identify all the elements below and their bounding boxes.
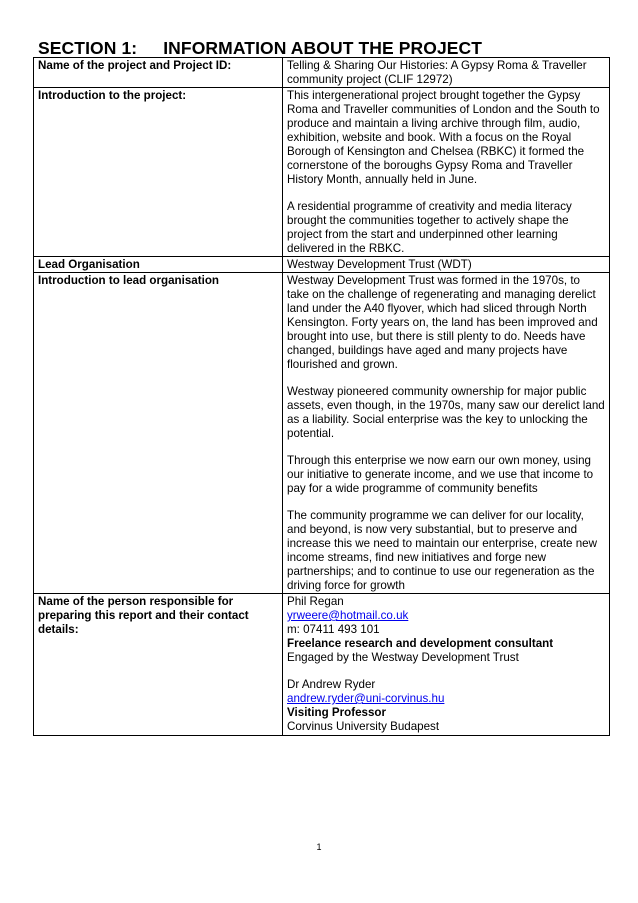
- contact-name: Phil Regan: [287, 595, 344, 608]
- contact-phone: m: 07411 493 101: [287, 623, 380, 636]
- paragraph: The community programme we can deliver for our locality, and beyond, is now very substantial, but to preserve and increase this we need to maintain our enterprise, create new income streams, find new initiatives and forge new partnerships; and to continue to use our regeneration as the driving force for growth: [287, 509, 597, 592]
- contact-role: Freelance research and development consultant: [287, 637, 554, 650]
- table-row: [34, 58, 610, 88]
- contact-org: Engaged by the Westway Development Trust: [287, 651, 519, 664]
- email-link[interactable]: yrweere@hotmail.co.uk: [287, 609, 409, 622]
- section-heading: [38, 38, 482, 59]
- paragraph: Westway Development Trust was formed in the 1970s, to take on the challenge of regenerating and managing derelict land under the A40 flyover, which had sliced through North Kensington. Forty years on, the land has been improved and brought into use, but there is still plenty to do. Needs have changed, buildings have aged and many projects have flourished and grown.: [287, 274, 598, 371]
- paragraph: Westway pioneered community ownership for major public assets, even though, in the 1970s, many saw our derelict land as a liability. Social enterprise was the key to unlocking the potential.: [287, 385, 605, 440]
- contact-block-1: [287, 595, 605, 665]
- paragraph: A residential programme of creativity and media literacy brought the communities together to actively shape the project from the start and underpinned other learning delivered in the RBKC.: [287, 200, 572, 255]
- paragraph: This intergenerational project brought together the Gypsy Roma and Traveller communities of London and the South to produce and maintain a living archive through film, audio, exhibition, website and book. With a focus on the Royal Borough of Kensington and Chelsea (RBKC) it formed the cornerstone of the boroughs Gypsy Roma and Traveller History Month, annually held in June.: [287, 89, 600, 186]
- lead-org-label: Lead Organisation: [34, 257, 283, 273]
- email-link[interactable]: andrew.ryder@uni-corvinus.hu: [287, 692, 445, 705]
- project-name-value: Telling & Sharing Our Histories: A Gypsy Roma & Traveller community project (CLIF 12972): [283, 58, 610, 88]
- contact-block-2: [287, 678, 605, 734]
- project-name-label: Name of the project and Project ID:: [34, 58, 283, 88]
- section-number: SECTION 1:: [38, 38, 138, 58]
- page-number: 1: [316, 842, 322, 852]
- paragraph: Through this enterprise we now earn our own money, using our initiative to generate income, and we use that income to pay for a wide programme of community benefits: [287, 454, 594, 495]
- contact-value: [283, 594, 610, 736]
- table-row: [34, 88, 610, 257]
- contact-name: Dr Andrew Ryder: [287, 678, 376, 691]
- lead-intro-value: [283, 273, 610, 594]
- section-title: INFORMATION ABOUT THE PROJECT: [163, 38, 483, 58]
- lead-org-value: Westway Development Trust (WDT): [283, 257, 610, 273]
- table-row: [34, 257, 610, 273]
- project-intro-value: [283, 88, 610, 257]
- project-info-table: [33, 57, 610, 736]
- contact-role: Visiting Professor: [287, 706, 387, 719]
- table-row: [34, 594, 610, 736]
- table-row: [34, 273, 610, 594]
- lead-intro-label: Introduction to lead organisation: [34, 273, 283, 594]
- contact-org: Corvinus University Budapest: [287, 720, 440, 733]
- project-intro-label: Introduction to the project:: [34, 88, 283, 257]
- contact-label: Name of the person responsible for preparing this report and their contact details:: [34, 594, 283, 736]
